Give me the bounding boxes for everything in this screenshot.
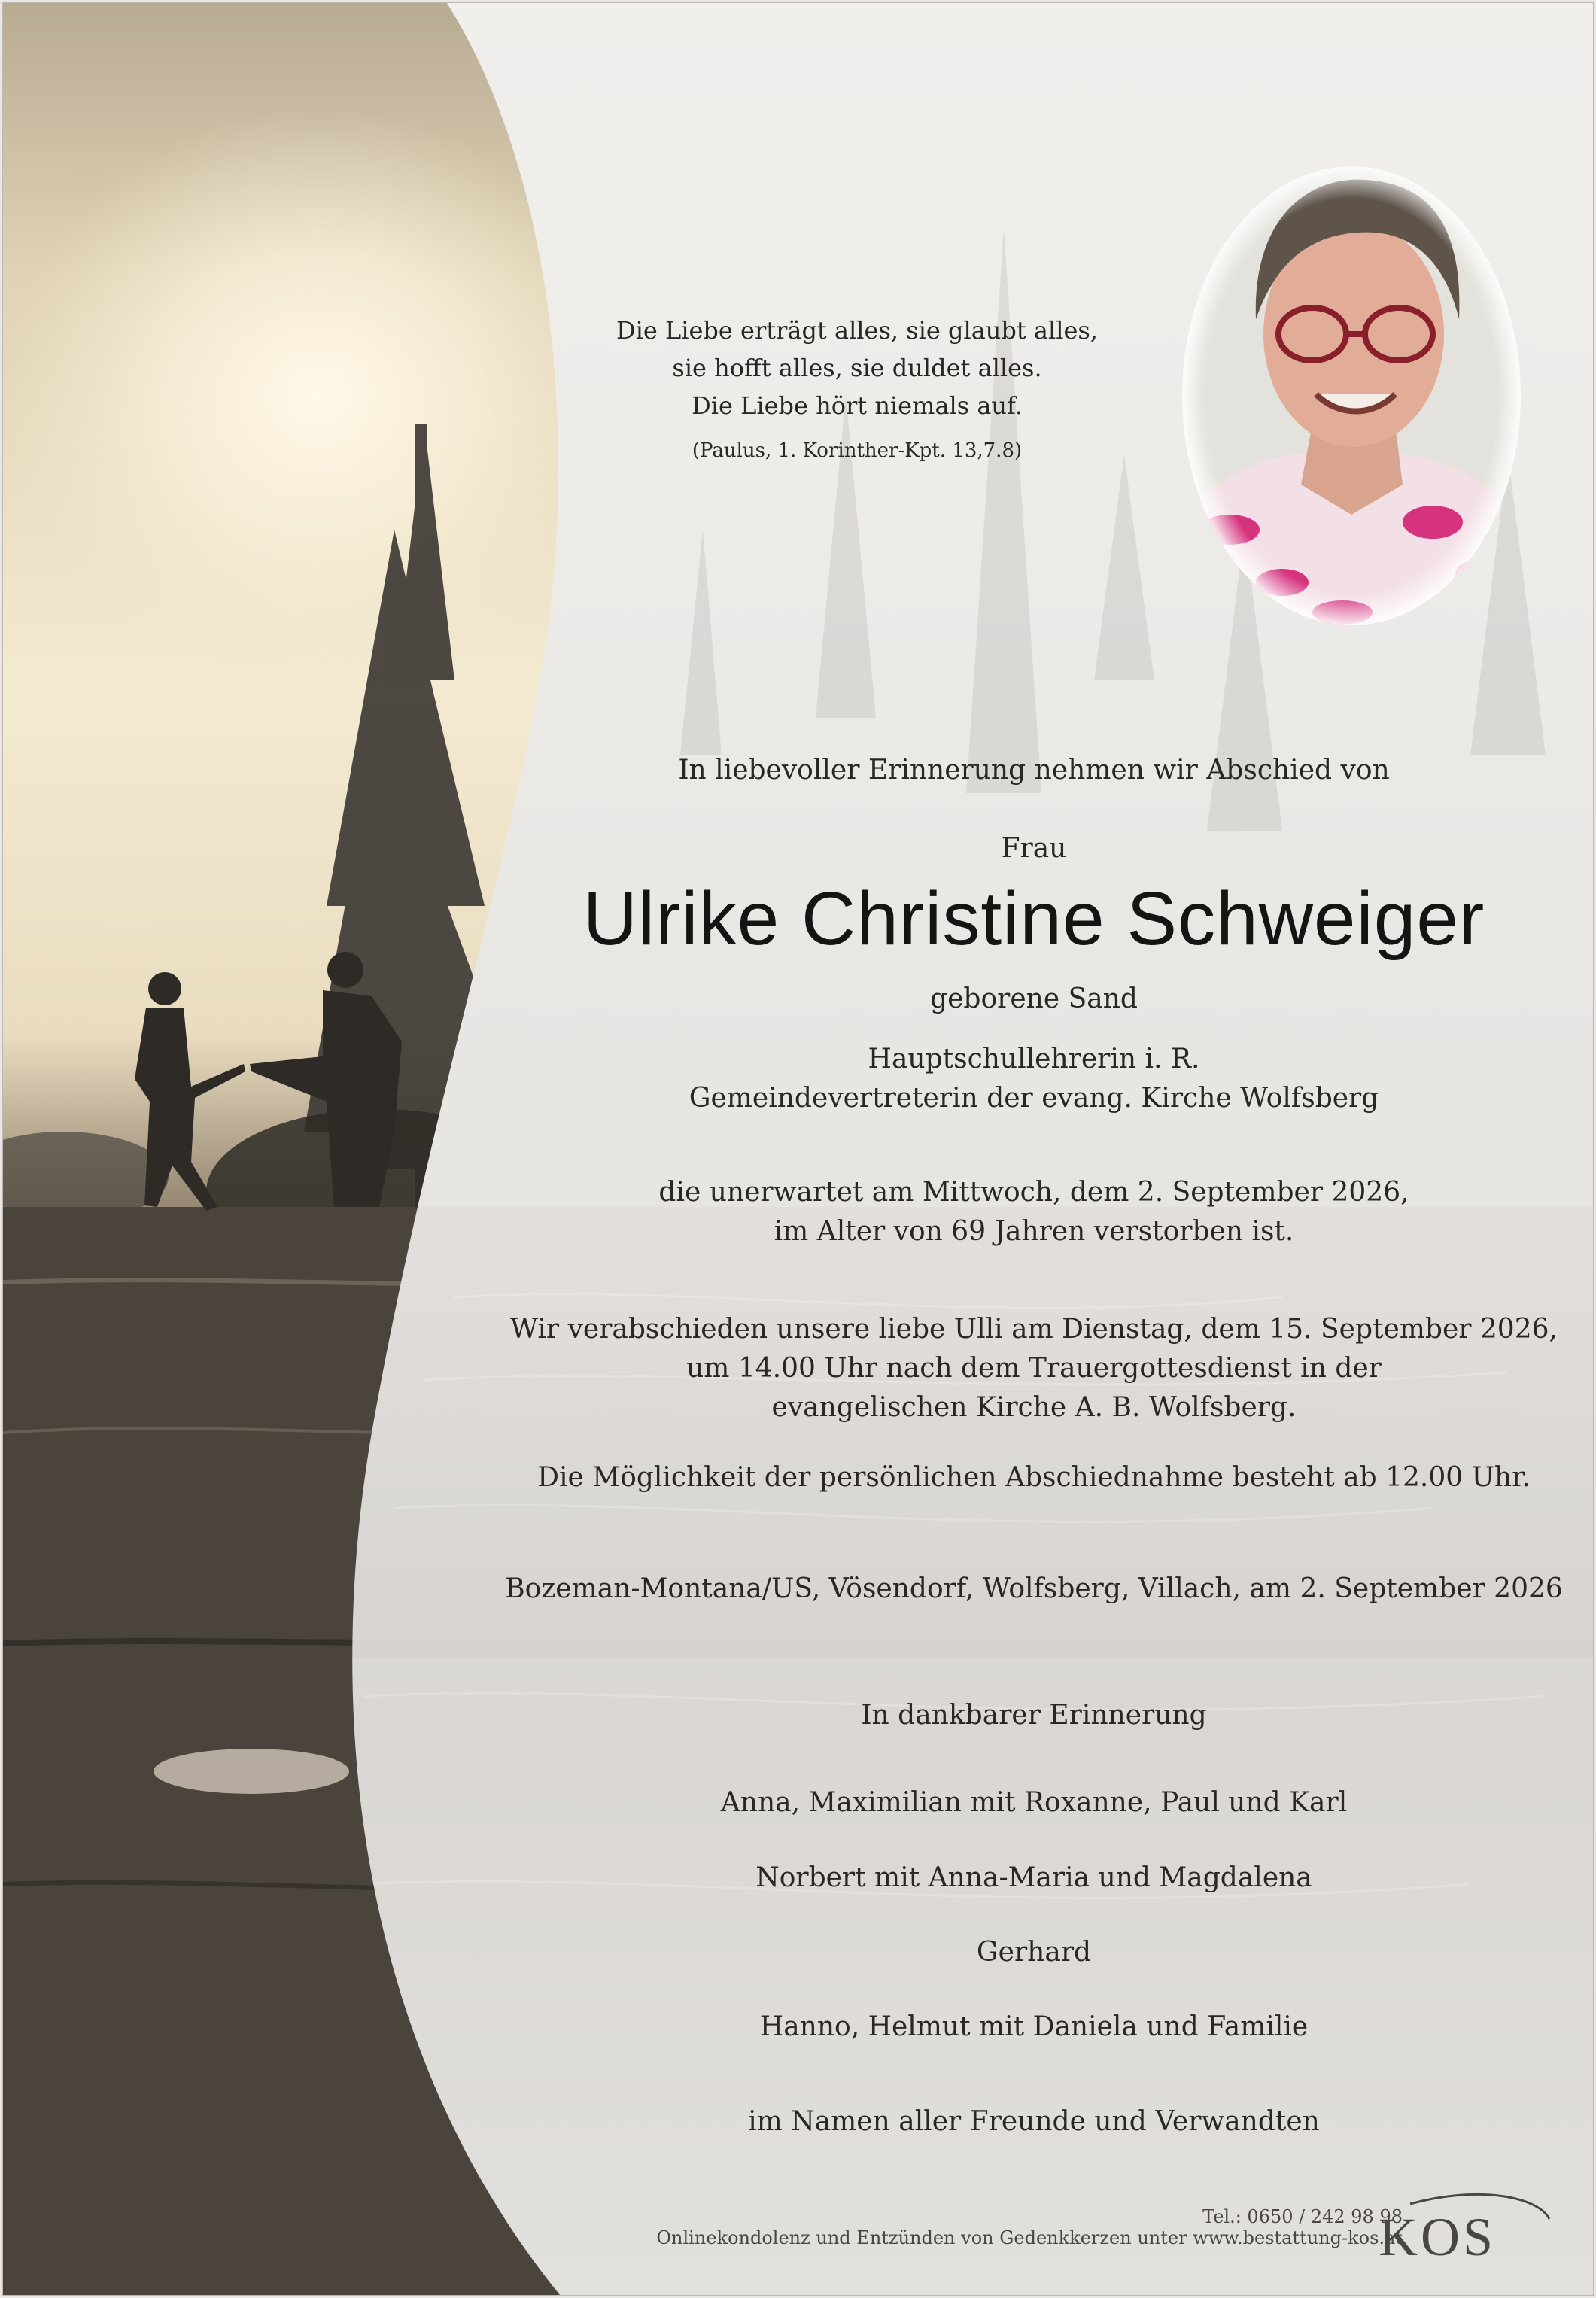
quote-line-1: Die Liebe erträgt alles, sie glaubt alles, [616, 316, 1098, 345]
birth-name: geborene Sand [930, 983, 1138, 1014]
portrait-photo [1177, 161, 1531, 635]
quote-line-3: Die Liebe hört niemals auf. [692, 391, 1023, 420]
footer-phone: Tel.: 0650 / 242 98 98 [1202, 2206, 1403, 2227]
mourner-1: Anna, Maximilian mit Roxanne, Paul und Karl [720, 1787, 1348, 1818]
title-line-1: Hauptschullehrerin i. R. [868, 1044, 1200, 1075]
gratitude-line: In dankbarer Erinnerung [861, 1700, 1207, 1731]
titles-block [530, 1040, 1538, 1118]
closing-line: im Namen aller Freunde und Verwandten [748, 2106, 1320, 2137]
funeral-line-3: evangelischen Kirche A. B. Wolfsberg. [771, 1392, 1297, 1423]
quote-block [575, 312, 1139, 470]
funeral-line-2: um 14.00 Uhr nach dem Trauergottesdienst in der [686, 1353, 1382, 1384]
mourner-3: Gerhard [976, 1937, 1092, 1968]
mourner-4: Hanno, Helmut mit Daniela und Familie [759, 2011, 1309, 2042]
footer-contact [575, 2206, 1403, 2248]
footer-condolence: Onlinekondolenz und Entzünden von Gedenkkerzen unter www.bestattung-kos.at [656, 2227, 1403, 2248]
viewing-info: Die Möglichkeit der persönlichen Abschiednahme besteht ab 12.00 Uhr. [537, 1462, 1531, 1493]
death-info [530, 1173, 1538, 1251]
funeral-info [485, 1310, 1583, 1427]
death-line-2: im Alter von 69 Jahren verstorben ist. [774, 1216, 1294, 1247]
title-line-2: Gemeindevertreterin der evang. Kirche Wolfsberg [689, 1083, 1379, 1114]
deceased-name: Ulrike Christine Schweiger [582, 877, 1485, 961]
funeral-line-1: Wir verabschieden unsere liebe Ulli am Dienstag, dem 15. September 2026, [510, 1314, 1558, 1345]
death-line-1: die unerwartet am Mittwoch, dem 2. September 2026, [658, 1177, 1409, 1208]
quote-line-2: sie hofft alles, sie duldet alles. [672, 354, 1042, 382]
salutation: Frau [1001, 833, 1067, 864]
intro-text: In liebevoller Erinnerung nehmen wir Abschied von [678, 755, 1390, 786]
mourner-2: Norbert mit Anna-Maria und Magdalena [755, 1862, 1312, 1893]
obituary-card [2, 2, 1594, 2296]
kos-logo: KOS [1379, 2207, 1497, 2267]
quote-source: (Paulus, 1. Korinther-Kpt. 13,7.8) [692, 439, 1023, 462]
place-date: Bozeman-Montana/US, Vösendorf, Wolfsberg, Villach, am 2. September 2026 [505, 1573, 1563, 1604]
